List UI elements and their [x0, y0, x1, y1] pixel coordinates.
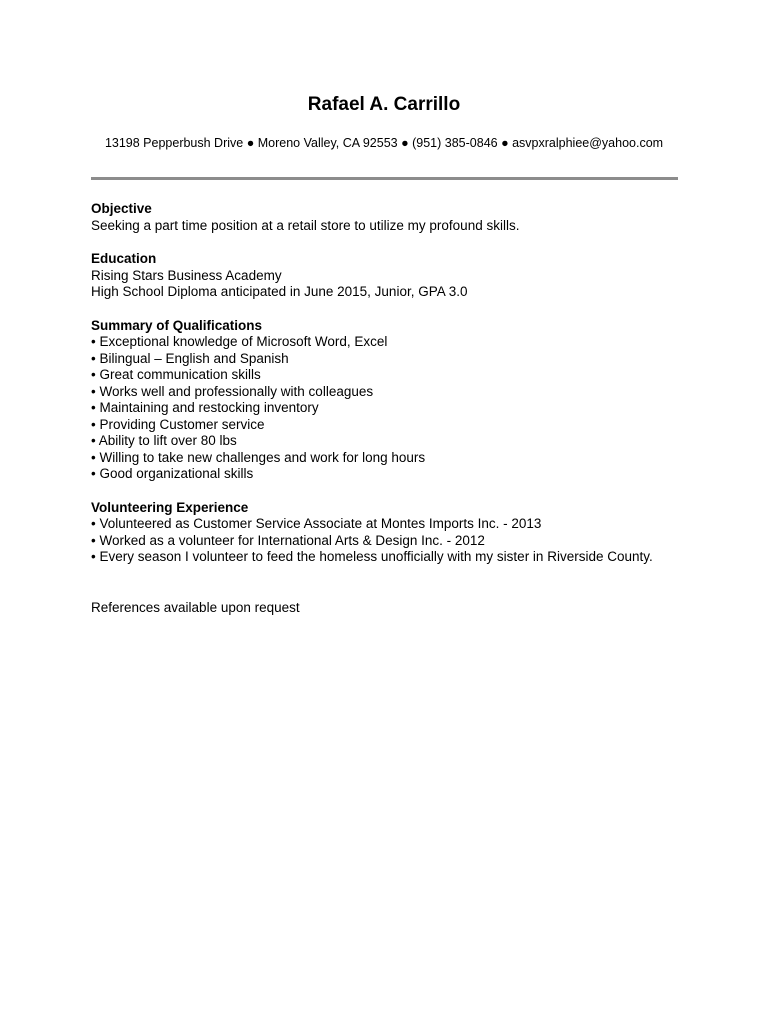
qualifications-section	[91, 318, 691, 483]
qualification-item: • Providing Customer service	[91, 416, 265, 432]
qualification-item: • Maintaining and restocking inventory	[91, 400, 319, 415]
qualification-item: • Works well and professionally with colleagues	[91, 383, 374, 399]
qualification-item: • Good organizational skills	[91, 466, 254, 481]
objective-heading: Objective	[91, 201, 152, 216]
contact-info: 13198 Pepperbush Drive ● Moreno Valley, CA 92553 ● (951) 385-0846 ● asvpxralphiee@yahoo.com	[104, 136, 664, 150]
qualification-item: • Exceptional knowledge of Microsoft Word, Excel	[91, 334, 388, 349]
volunteering-item: • Worked as a volunteer for International Arts & Design Inc. - 2012	[91, 532, 485, 548]
volunteering-heading: Volunteering Experience	[91, 499, 249, 515]
education-section	[91, 251, 691, 301]
header-divider	[91, 177, 678, 180]
resume-name: Rafael A. Carrillo	[307, 94, 461, 115]
volunteering-item: • Every season I volunteer to feed the homeless unofficially with my sister in Riverside County.	[91, 549, 653, 564]
qualification-item: • Great communication skills	[91, 367, 261, 382]
qualification-item: • Ability to lift over 80 lbs	[91, 433, 237, 448]
volunteering-section	[91, 500, 691, 566]
objective-text: Seeking a part time position at a retail store to utilize my profound skills.	[91, 217, 520, 233]
qualification-item: • Bilingual – English and Spanish	[91, 350, 289, 366]
education-diploma: High School Diploma anticipated in June 2015, Junior, GPA 3.0	[91, 284, 468, 299]
objective-section	[91, 201, 691, 234]
education-heading: Education	[91, 251, 157, 266]
qualifications-heading: Summary of Qualifications	[91, 317, 263, 333]
qualification-item: • Willing to take new challenges and work for long hours	[91, 449, 426, 465]
references-note: References available upon request	[91, 599, 300, 615]
volunteering-item: • Volunteered as Customer Service Associate at Montes Imports Inc. - 2013	[91, 516, 542, 531]
resume-body	[91, 201, 691, 616]
education-school: Rising Stars Business Academy	[91, 267, 282, 283]
